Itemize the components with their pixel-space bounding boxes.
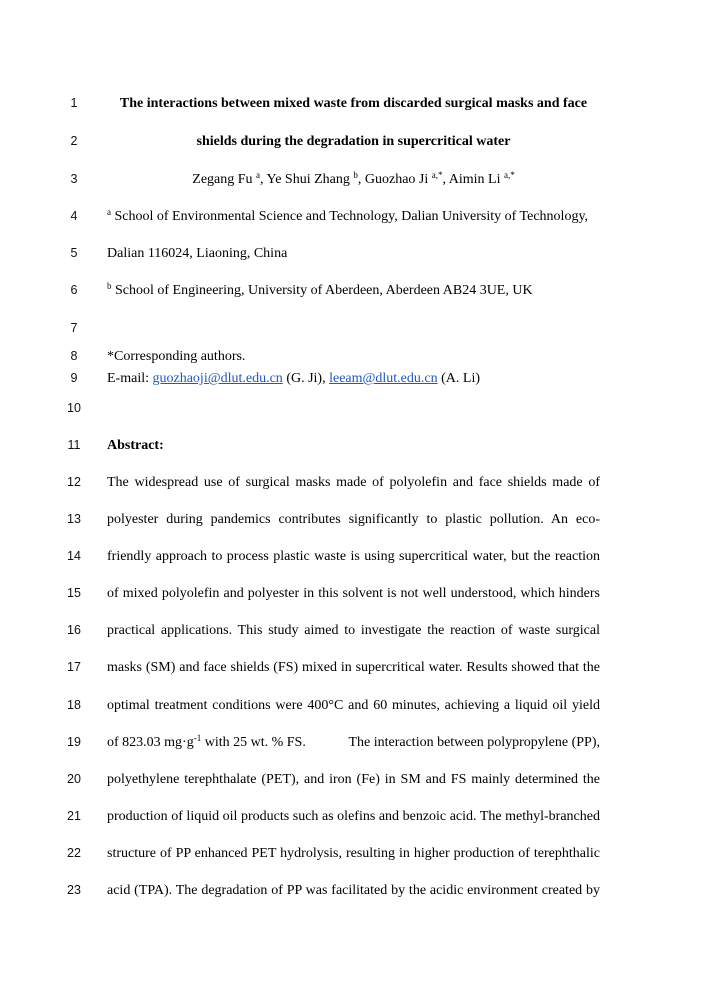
author-affiliation-mark: b: [353, 170, 358, 180]
line-number: 3: [70, 172, 78, 186]
email-link-ji[interactable]: guozhaoji@dlut.edu.cn: [152, 371, 283, 386]
line-number: 16: [67, 623, 81, 637]
line-number: 11: [67, 438, 81, 452]
line-number: 19: [67, 735, 81, 749]
line-number: 17: [67, 660, 81, 674]
line-number: 15: [67, 586, 81, 600]
abstract-line-tail: The interaction between polypropylene (PP),: [348, 735, 600, 750]
author-name: Zegang Fu: [192, 172, 253, 187]
paper-title-line-1: The interactions between mixed waste from discarded surgical masks and face: [119, 96, 588, 111]
line-number: 9: [70, 371, 78, 385]
author-list: [107, 172, 600, 188]
affiliation-mark: a: [107, 207, 111, 217]
line-number: 20: [67, 772, 81, 786]
abstract-line: structure of PP enhanced PET hydrolysis, resulting in higher production of terephthalic: [107, 846, 600, 861]
abstract-line: The widespread use of surgical masks made of polyolefin and face shields made of: [107, 475, 600, 490]
affiliation-mark: b: [107, 281, 112, 291]
corresponding-authors-label: *Corresponding authors.: [107, 349, 246, 364]
abstract-line: of mixed polyolefin and polyester in this solvent is not well understood, which hinders: [107, 586, 600, 601]
abstract-line: optimal treatment conditions were 400°C and 60 minutes, achieving a liquid oil yield: [107, 698, 600, 713]
abstract-line-yield: of 823.03 $mg\cdot g^{-1}$ with 25 wt. % FS.: [107, 733, 306, 750]
abstract-line: production of liquid oil products such as olefins and benzoic acid. The methyl-branched: [107, 809, 600, 824]
abstract-line: polyethylene terephthalate (PET), and iron (Fe) in SM and FS mainly determined the: [107, 772, 600, 787]
abstract-line: practical applications. This study aimed to investigate the reaction of waste surgical: [107, 623, 600, 638]
abstract-heading: Abstract:: [107, 438, 164, 453]
line-number: 4: [70, 209, 78, 223]
author-name: , Guozhao Ji: [357, 172, 429, 187]
line-number: 5: [70, 246, 78, 260]
line-number: 6: [70, 283, 78, 297]
line-number: 7: [70, 321, 78, 335]
author-name: , Ye Shui Zhang: [260, 172, 350, 187]
abstract-line: masks (SM) and face shields (FS) mixed in supercritical water. Results showed that the: [107, 660, 600, 675]
line-number: 23: [67, 883, 81, 897]
line-number: 22: [67, 846, 81, 860]
abstract-line: acid (TPA). The degradation of PP was facilitated by the acidic environment created by: [107, 883, 600, 898]
author-affiliation-mark: a,*: [431, 170, 443, 180]
line-number: 12: [67, 475, 81, 489]
line-number: 21: [67, 809, 81, 823]
author-affiliation-mark: a: [256, 170, 261, 180]
line-number: 8: [70, 349, 78, 363]
abstract-line: polyester during pandemics contributes significantly to plastic pollution. An eco-: [107, 512, 600, 527]
email-line: E-mail: guozhaoji@dlut.edu.cn (G. Ji), leeam@dlut.edu.cn (A. Li): [107, 371, 481, 386]
abstract-line: friendly approach to process plastic waste is using supercritical water, but the reaction: [107, 549, 600, 564]
line-number: 18: [67, 698, 81, 712]
line-number: 10: [67, 401, 81, 415]
line-number: 13: [67, 512, 81, 526]
line-number: 14: [67, 549, 81, 563]
author-name: , Aimin Li: [442, 172, 501, 187]
line-number: 2: [70, 134, 78, 148]
email-link-li[interactable]: leeam@dlut.edu.cn: [329, 371, 438, 386]
line-number: 1: [70, 96, 78, 110]
affiliation-a-continued: Dalian 116024, Liaoning, China: [107, 246, 288, 261]
affiliation-a: $^a$ School of Environmental Science and Technology, Dalian University of Technology,: [107, 207, 589, 224]
author-affiliation-mark: a,*: [503, 170, 515, 180]
affiliation-b: $^b$ School of Engineering, University of Aberdeen, Aberdeen AB24 3UE, UK: [107, 281, 533, 298]
paper-title-line-2: shields during the degradation in supercritical water: [196, 134, 511, 149]
